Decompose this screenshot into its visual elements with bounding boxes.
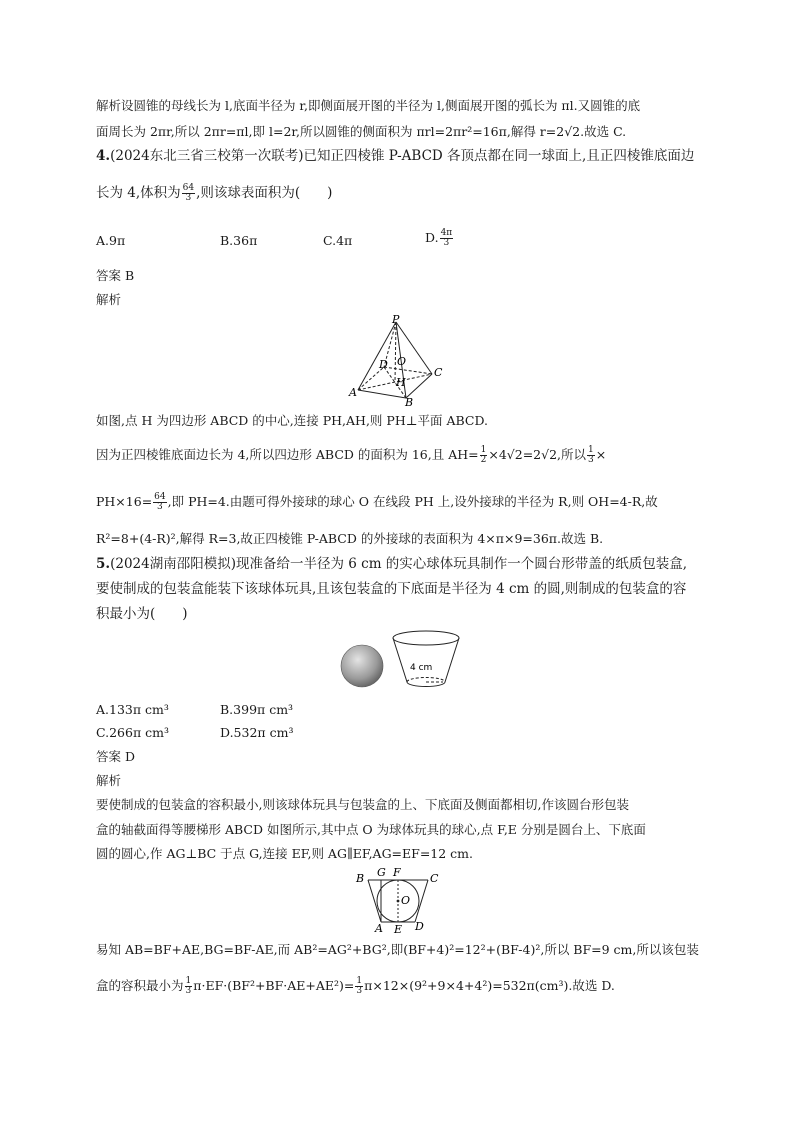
label-a: A [375,922,383,934]
q5-stem-line-3: 积最小为( ) [96,606,188,622]
label-f: F [393,866,401,879]
q4-pyramid-figure [346,314,450,406]
q4-solution-line-2 [96,446,606,465]
q5-solution-line-1: 要使制成的包装盒的容积最小,则该球体玩具与包装盒的上、下底面及侧面都相切,作该圆台形包装 [96,797,629,812]
q5-solution-line-4: 易知 AB=BF+AE,BG=BF-AE,而 AB²=AG²+BG²,即(BF+4)²=12²+(BF-4)²,所以 BF=9 cm,所以该包装 [96,942,699,957]
q4-option-d-label: D. [425,230,439,245]
label-b: B [405,396,414,406]
q4-stem-line-2 [96,184,332,203]
q5-ball-and-box-figure [340,628,460,692]
leg-ab [368,880,381,922]
q5-stem-line-1 [96,556,687,572]
segment-ph [395,322,396,382]
q5-stem-line-2: 要使制成的包装盒能装下该球体玩具,且该包装盒的下底面是半径为 4 cm 的圆,则制成的包装盒的容 [96,581,687,597]
q4-volume-fraction [182,184,195,203]
third-fraction [355,977,363,996]
q4-sol2-mid: ×4√2=2√2,所以 [488,447,587,462]
label-h: H [396,376,406,389]
frac-num: 1 [588,445,594,455]
q4-stem-line-1 [96,148,694,164]
intro-line-2: 面周长为 2πr,所以 2πr=πl,即 l=2r,所以圆锥的侧面积为 πrl=2πr²=16π,解得 r=2√2.故选 C. [96,124,627,139]
q4-solution-line-3 [96,493,658,512]
edge-ab [358,390,406,398]
q5-solution-line-5 [96,977,615,996]
intro-line-1: 解析设圆锥的母线长为 l,底面半径为 r,即侧面展开图的半径为 l,侧面展开图的弧长为 πl.又圆锥的底 [96,98,641,113]
diagonal-ac [358,374,432,390]
label-g: G [377,866,386,879]
frac-den: 3 [356,986,363,996]
q5-option-b[interactable]: B.399π cm³ [220,702,294,717]
radius-label: 4 cm [410,663,433,673]
edge-bc [406,374,432,398]
label-p: P [392,314,400,326]
frac-num: 1 [185,976,192,986]
frac-num: 1 [480,445,487,455]
q4-sol3-post: ,即 PH=4.由题可得外接球的球心 O 在线段 PH 上,设外接球的半径为 R,则 OH=4-R,故 [167,494,658,509]
q5-option-a[interactable]: A.133π cm³ [96,702,169,717]
q5-text-1: (2024湖南邵阳模拟)现准备给一半径为 6 cm 的实心球体玩具制作一个圆台形带盖的纸质包装盒, [110,556,688,572]
q4-option-c[interactable]: C.4π [323,233,353,248]
q4-analysis-label: 解析 [96,292,122,307]
frac-den: 3 [588,455,594,465]
frac-den: 3 [443,238,450,248]
label-d: D [379,358,388,371]
q4-number: 4. [96,148,111,164]
label-c: C [434,366,443,379]
frustum-left-side [393,638,407,682]
frustum-right-side [445,638,459,682]
q4-text-1: (2024东北三省三校第一次联考)已知正四棱锥 P-ABCD 各顶点都在同一球面上,且正四棱锥底面边 [110,148,695,164]
q4-sol2-pre: 因为正四棱锥底面边长为 4,所以四边形 ABCD 的面积为 16,且 AH= [96,447,479,462]
q4-option-b[interactable]: B.36π [220,233,258,248]
volume-fraction [153,493,166,512]
q4-option-d-fraction [440,229,454,248]
label-d: D [415,920,424,933]
q5-answer: 答案 D [96,749,135,764]
q5-sol5-end: π×12×(9²+9×4+4²)=532π(cm³).故选 D. [364,978,615,993]
label-c: C [430,872,439,885]
label-a: A [349,386,357,399]
label-o: O [401,894,411,907]
label-b: B [356,872,365,885]
q5-number: 5. [96,556,111,572]
q4-text-2-post: ,则该球表面积为( ) [196,185,333,201]
q4-option-d[interactable] [425,229,454,248]
q5-option-c[interactable]: C.266π cm³ [96,725,170,740]
frac-den: 2 [480,455,487,465]
q5-solution-line-3: 圆的圆心,作 AG⊥BC 于点 G,连接 EF,则 AG∥EF,AG=EF=12 cm. [96,846,474,861]
q4-sol2-post: × [595,447,607,462]
edge-pa [358,322,396,390]
frustum-top-rim [393,631,459,645]
q4-option-a[interactable]: A.9π [96,233,126,248]
q5-sol5-mid: π·EF·(BF²+BF·AE+AE²)= [193,978,355,993]
frustum-bottom-back [407,678,445,682]
label-o: O [397,355,407,368]
q4-sol3-pre: PH×16= [96,494,153,509]
frac-num: 4π [440,228,453,238]
frac-den: 3 [185,986,192,996]
center-point-o [397,900,400,903]
frac-num: 64 [182,183,195,193]
frac-den: 3 [185,193,192,203]
q5-trapezoid-figure [350,866,446,934]
sphere-toy [341,645,383,687]
leg-cd [415,880,428,922]
edge-dc [384,367,432,374]
q5-option-d[interactable]: D.532π cm³ [220,725,294,740]
q5-solution-line-2: 盒的轴截面得等腰梯形 ABCD 如图所示,其中点 O 为球体玩具的球心,点 F,E 分别是圆台上、下底面 [96,822,646,837]
frac-num: 64 [154,492,166,502]
q4-answer: 答案 B [96,268,135,283]
frustum-box [393,631,459,686]
q4-text-2-pre: 长为 4,体积为 [96,185,181,201]
q4-solution-line-1: 如图,点 H 为四边形 ABCD 的中心,连接 PH,AH,则 PH⊥平面 ABCD. [96,413,489,428]
frustum-bottom-front [407,682,445,686]
q4-solution-line-4: R²=8+(4-R)²,解得 R=3,故正四棱锥 P-ABCD 的外接球的表面积为 4×π×9=36π.故选 B. [96,531,604,546]
q5-analysis-label: 解析 [96,773,122,788]
third-fraction [185,977,193,996]
q5-sol5-pre: 盒的容积最小为 [96,978,184,993]
half-fraction [480,446,488,465]
frac-num: 1 [356,976,363,986]
frac-den: 3 [157,502,163,512]
third-fraction [587,446,595,465]
label-e: E [394,923,403,934]
